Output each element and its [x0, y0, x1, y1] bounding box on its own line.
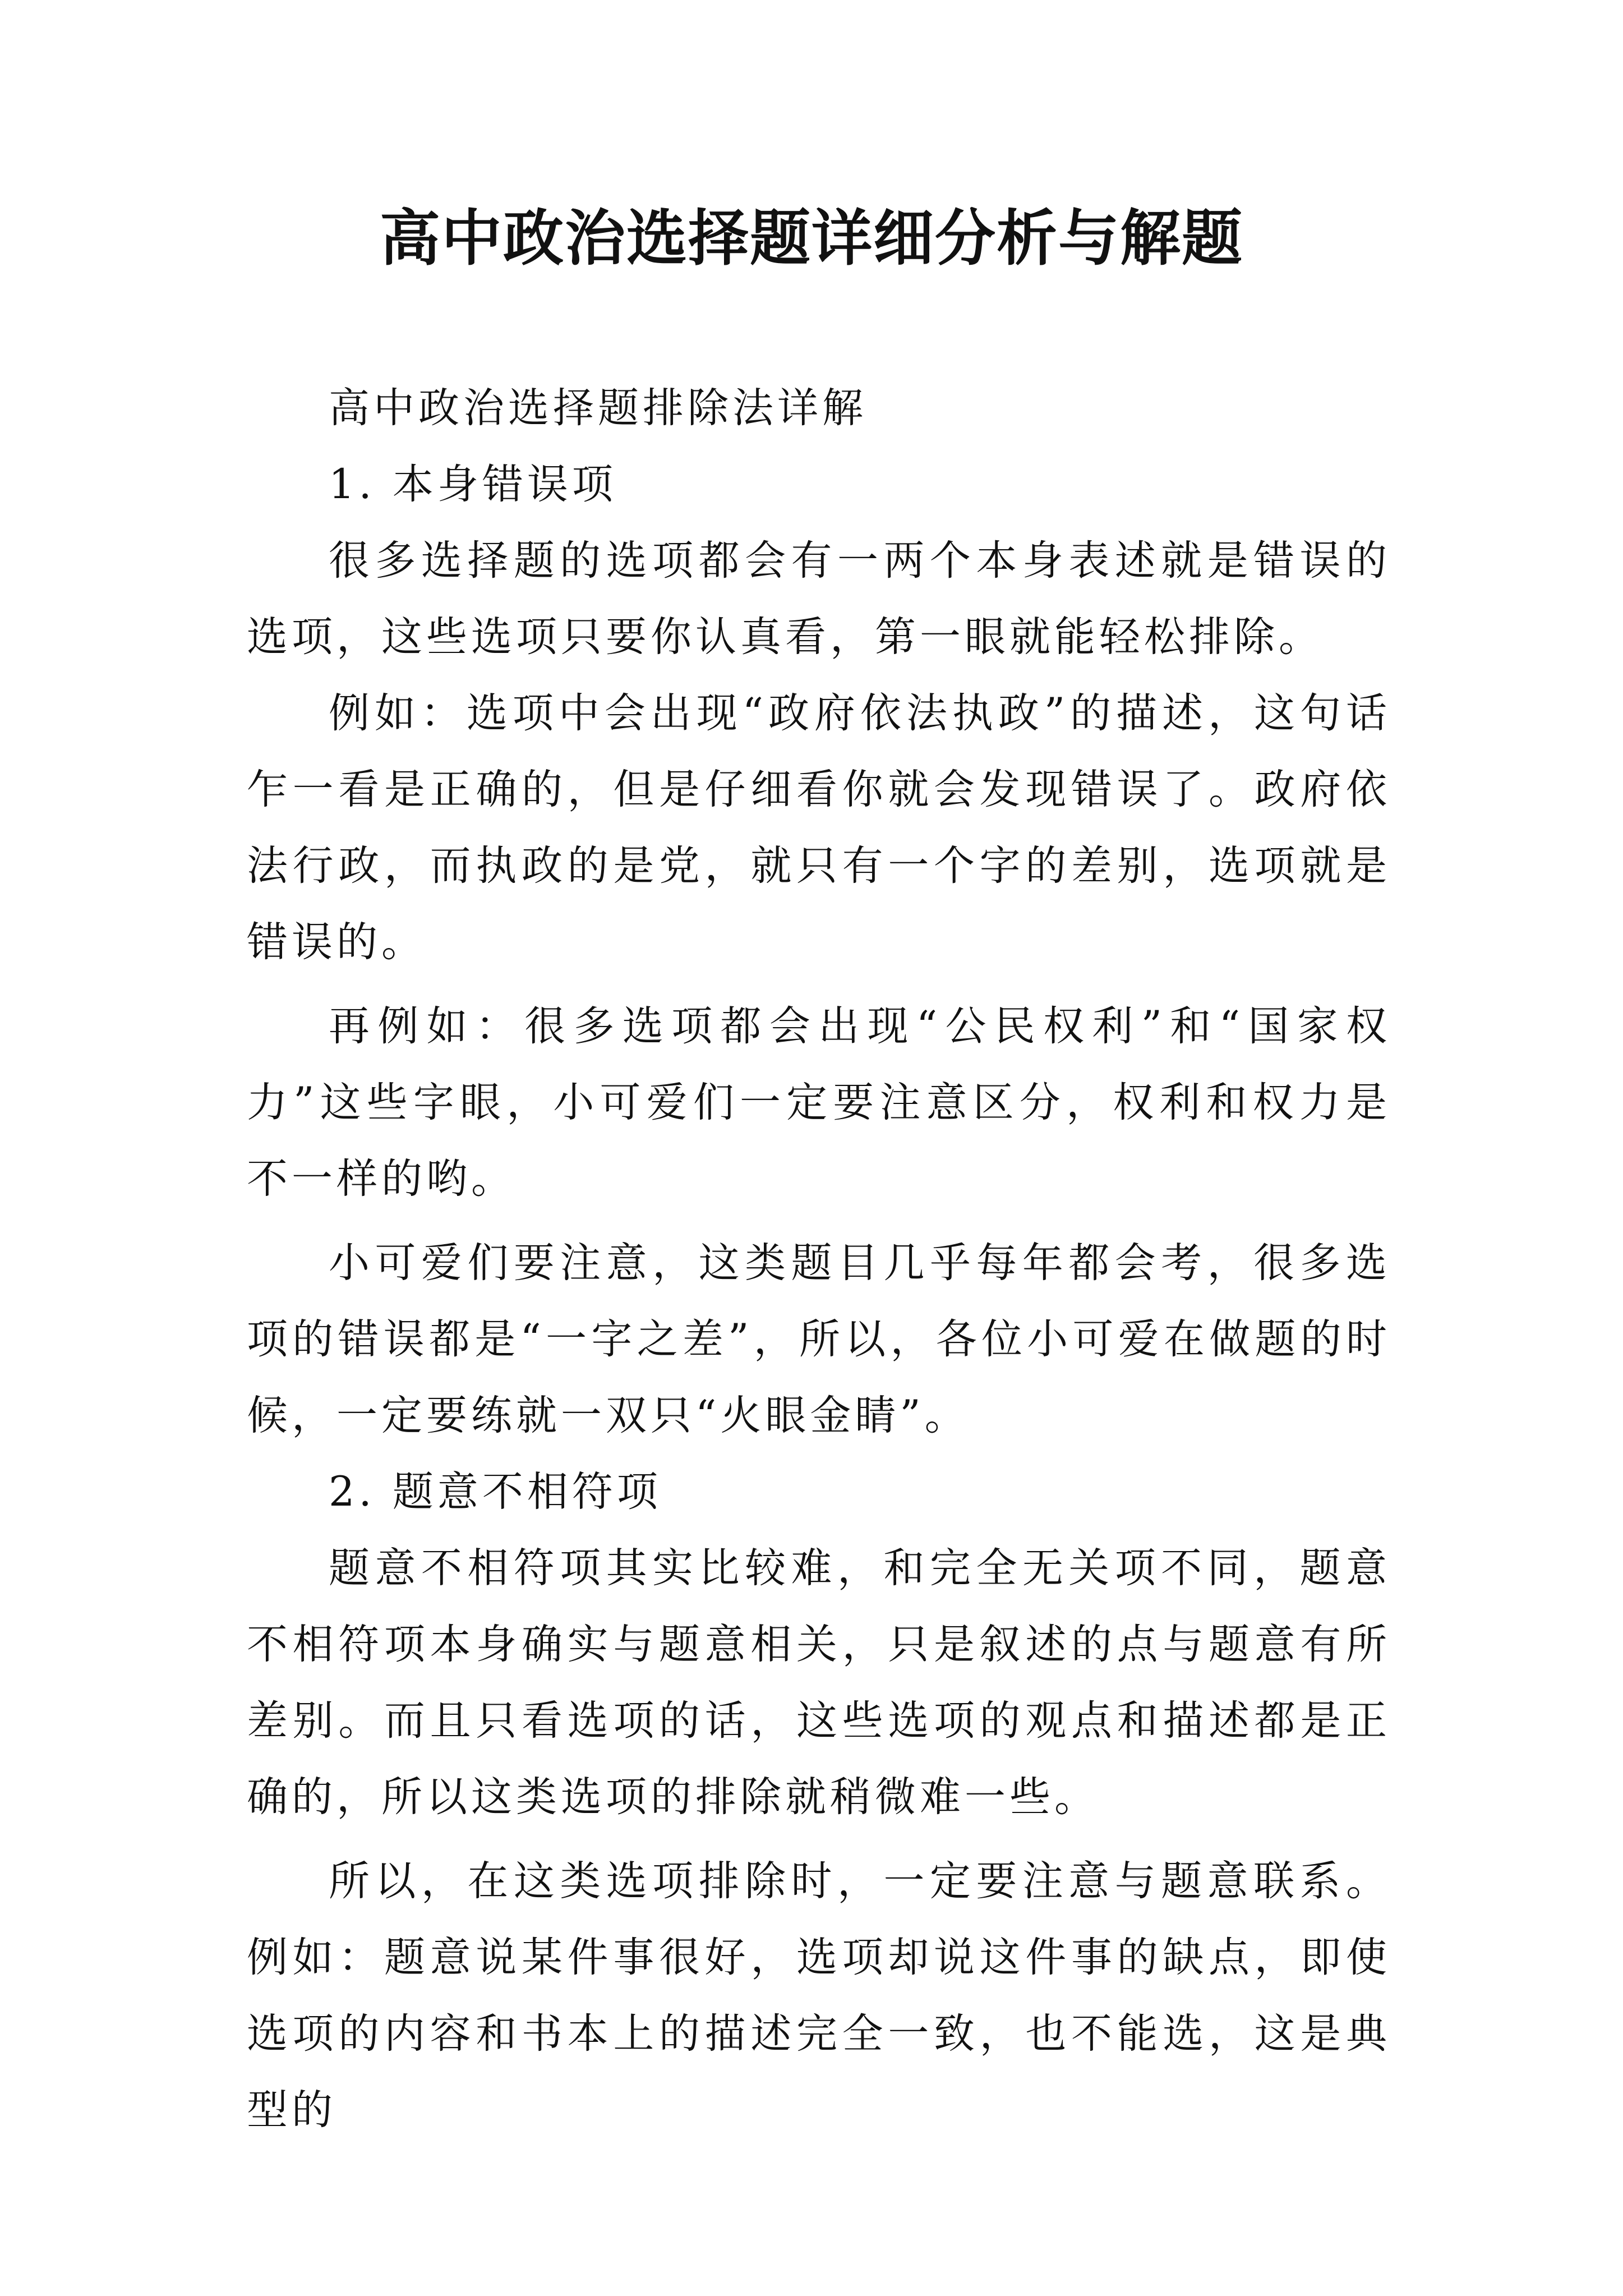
document-body: [247, 370, 1391, 2148]
body-paragraph: 所以，在这类选项排除时，一定要注意与题意联系。例如：题意说某件事很好，选项却说这件事的缺点，即使选项的内容和书本上的描述完全一致，也不能选，这是典型的: [247, 1857, 1391, 2134]
body-paragraph: 例如：选项中会出现“政府依法执政”的描述，这句话乍一看是正确的，但是仔细看你就会发现错误了。政府依法行政，而执政的是党，就只有一个字的差别，选项就是错误的。: [247, 689, 1391, 966]
section-heading: 高中政治选择题排除法详解: [329, 384, 867, 432]
list-item-heading: 1. 本身错误项: [329, 461, 617, 508]
page-title: 高中政治选择题详细分析与解题: [379, 203, 1243, 274]
list-item-heading: 2. 题意不相符项: [329, 1468, 662, 1516]
body-paragraph: 小可爱们要注意，这类题目几乎每年都会考，很多选项的错误都是“一字之差”，所以，各位小可爱在做题的时候，一定要练就一双只“火眼金睛”。: [247, 1239, 1391, 1439]
body-paragraph: 很多选择题的选项都会有一两个本身表述就是错误的选项，这些选项只要你认真看，第一眼就能轻松排除。: [247, 537, 1391, 661]
body-paragraph: 再例如：很多选项都会出现“公民权利”和“国家权力”这些字眼，小可爱们一定要注意区分，权利和权力是不一样的哟。: [247, 1002, 1391, 1203]
body-paragraph: 题意不相符项其实比较难，和完全无关项不同，题意不相符项本身确实与题意相关，只是叙述的点与题意有所差别。而且只看选项的话，这些选项的观点和描述都是正确的，所以这类选项的排除就稍微难一些。: [247, 1544, 1391, 1821]
